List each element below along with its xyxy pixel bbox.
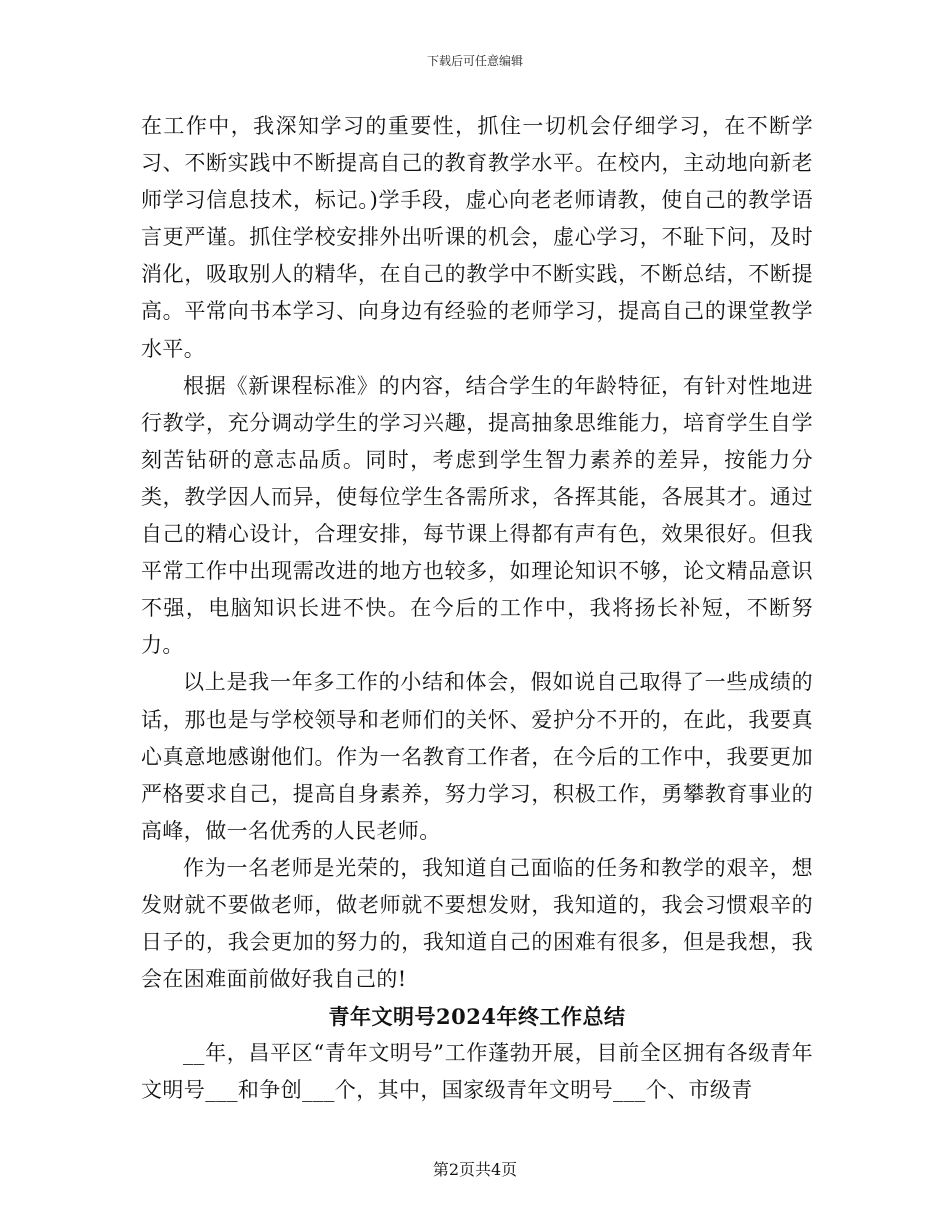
section-title: 青年文明号2024年终工作总结 xyxy=(328,1004,626,1030)
page-header: 下载后可任意编辑 xyxy=(426,54,523,68)
paragraph-3: 以上是我一年多工作的小结和体会，假如说自己取得了一些成绩的话，那也是与学校领导和老师们的关怀、爱护分不开的，在此，我要真心真意地感谢他们。作为一名教育工作者，在今后的工作中，我要更加严格要求自己，提高自身素养，努力学习，积极工作，勇攀教育事业的高峰，做一名优秀的人民老师。 xyxy=(141,670,813,843)
page-number: 第2页共4页 xyxy=(432,1160,518,1179)
section-paragraph: __年，昌平区“青年文明号”工作蓬勃开展，目前全区拥有各级青年文明号___和争创___个，其中，国家级青年文明号___个、市级青 xyxy=(141,1041,813,1103)
paragraph-1: 在工作中，我深知学习的重要性，抓住一切机会仔细学习，在不断学习、不断实践中不断提高自己的教育教学水平。在校内，主动地向新老师学习信息技术，标记。)学手段，虚心向老老师请教，使自己的教学语言更严谨。抓住学校安排外出听课的机会，虚心学习，不耻下问，及时消化，吸取别人的精华，在自己的教学中不断实践，不断总结，不断提高。平常向书本学习、向身边有经验的老师学习，提高自己的课堂教学水平。 xyxy=(141,114,813,361)
paragraph-2: 根据《新课程标准》的内容，结合学生的年龄特征，有针对性地进行教学，充分调动学生的学习兴趣，提高抽象思维能力，培育学生自学刻苦钻研的意志品质。同时，考虑到学生智力素养的差异，按能力分类，教学因人而异，使每位学生各需所求，各挥其能，各展其才。通过自己的精心设计，合理安排，每节课上得都有声有色，效果很好。但我平常工作中出现需改进的地方也较多，如理论知识不够，论文精品意识不强，电脑知识长进不快。在今后的工作中，我将扬长补短，不断努力。 xyxy=(141,373,813,658)
paragraph-4: 作为一名老师是光荣的，我知道自己面临的任务和教学的艰辛，想发财就不要做老师，做老师就不要想发财，我知道的，我会习惯艰辛的日子的，我会更加的努力的，我知道自己的困难有很多，但是我想，我会在困难面前做好我自己的! xyxy=(141,855,813,992)
document-body xyxy=(141,108,813,1109)
